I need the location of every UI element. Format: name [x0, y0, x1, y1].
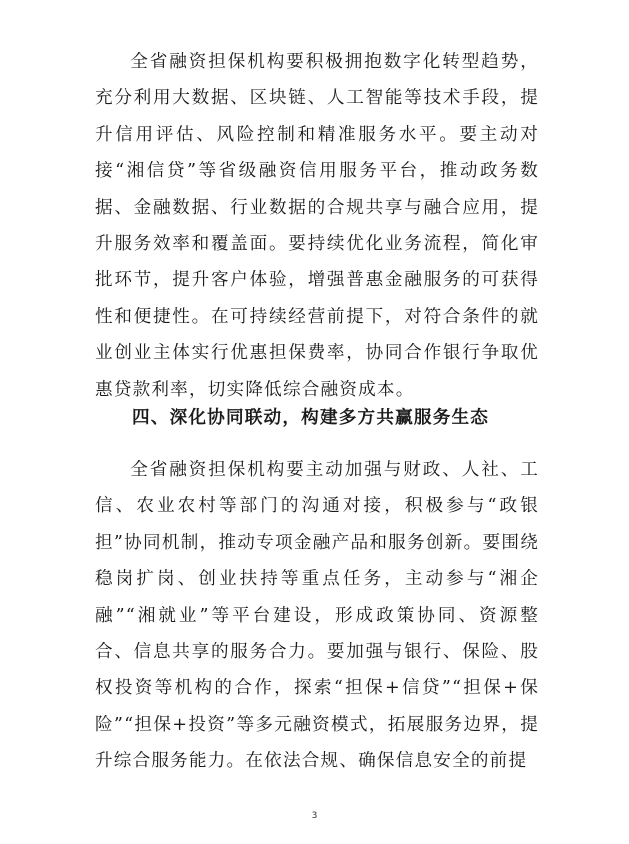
page-number: 3: [311, 811, 318, 821]
section-heading: 四、深化协同联动，构建多方共赢服务生态: [132, 407, 490, 428]
body-paragraph-digital-transformation: 全省融资担保机构要积极拥抱数字化转型趋势，充分利用大数据、区块链、人工智能等技术手段，提升信用评估、风险控制和精准服务水平。要主动对接“湘信贷”等省级融资信用服务平台，推动政务数据、金融数据、行业数据的合规共享与融合应用，提升服务效率和覆盖面。要持续优化业务流程，简化审批环节，提升客户体验，增强普惠金融服务的可获得性和便捷性。在可持续经营前提下，对符合条件的就业创业主体实行优惠担保费率，协同合作银行争取优惠贷款利率，切实降低综合融资成本。: [95, 52, 539, 400]
body-paragraph-collaboration: 全省融资担保机构要主动加强与财政、人社、工信、农业农村等部门的沟通对接，积极参与“政银担”协同机制，推动专项金融产品和服务创新。要围绕稳岗扩岗、创业扶持等重点任务，主动参与“湘企融”“湘就业”等平台建设，形成政策协同、资源整合、信息共享的服务合力。要加强与银行、保险、股权投资等机构的合作，探索“担保+信贷”“担保+保险”“担保+投资”等多元融资模式，拓展服务边界，提升综合服务能力。在依法合规、确保信息安全的前提: [95, 460, 539, 772]
